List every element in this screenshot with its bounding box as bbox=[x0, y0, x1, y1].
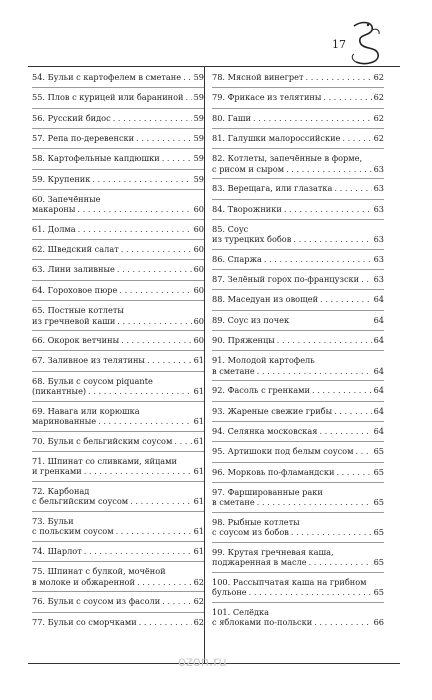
dot-leader bbox=[249, 587, 372, 598]
toc-entry bbox=[212, 183, 384, 194]
dot-leader bbox=[336, 467, 371, 478]
dot-leader bbox=[77, 204, 191, 215]
toc-entry-title: 62. Шведский салат bbox=[32, 244, 119, 255]
toc-entry-title: 70. Бульи с бельгийским соусом bbox=[32, 435, 173, 446]
toc-entry bbox=[212, 446, 384, 457]
toc-entry-title: 100. Рассыпчатая каша на грибном bbox=[212, 576, 367, 587]
entry-separator bbox=[32, 511, 204, 512]
toc-entry-title: с польским соусом bbox=[32, 526, 114, 537]
dot-leader bbox=[162, 153, 192, 164]
toc-entry bbox=[32, 546, 204, 557]
toc-entry-title: 63. Лини заливные bbox=[32, 264, 115, 275]
dot-leader bbox=[264, 254, 372, 265]
toc-entry-title: в молоке и обжаренной bbox=[32, 576, 135, 587]
column-divider bbox=[204, 66, 205, 664]
dot-leader bbox=[92, 174, 191, 185]
toc-entry-title: 80. Гаши bbox=[212, 112, 251, 123]
toc-page-number: 62 bbox=[193, 596, 204, 607]
toc-entry-title: 58. Картофельные капдюшки bbox=[32, 153, 160, 164]
toc-entry bbox=[32, 264, 204, 275]
toc-page-number: 59 bbox=[193, 132, 204, 143]
toc-page-number: 60 bbox=[193, 244, 204, 255]
dot-leader bbox=[117, 264, 192, 275]
toc-page-number: 64 bbox=[373, 405, 384, 416]
toc-entry bbox=[32, 72, 204, 83]
toc-entry bbox=[212, 517, 384, 538]
toc-entry-title: 83. Верещага, или глазатка bbox=[212, 183, 333, 194]
entry-separator bbox=[212, 572, 384, 573]
dot-leader bbox=[284, 204, 372, 215]
toc-page-number: 60 bbox=[193, 223, 204, 234]
entry-separator bbox=[32, 561, 204, 562]
toc-page-number: 61 bbox=[193, 386, 204, 397]
dot-leader bbox=[257, 366, 372, 377]
entry-separator bbox=[32, 612, 204, 613]
toc-entry-title: с яблоками по-польски bbox=[212, 617, 313, 628]
dot-leader bbox=[136, 133, 191, 144]
dot-leader bbox=[277, 335, 372, 346]
entry-separator bbox=[212, 289, 384, 290]
toc-page-number: 62 bbox=[193, 576, 204, 587]
toc-page-number: 62 bbox=[373, 112, 384, 123]
entry-separator bbox=[32, 219, 204, 220]
entry-separator bbox=[212, 482, 384, 483]
entry-separator bbox=[212, 401, 384, 402]
toc-entry bbox=[32, 113, 204, 124]
toc-entry-title: с соусом из бобов bbox=[212, 527, 289, 538]
entry-separator bbox=[32, 300, 204, 301]
toc-page-number: 66 bbox=[373, 617, 384, 628]
toc-entry bbox=[212, 406, 384, 417]
dot-leader bbox=[309, 557, 372, 568]
entry-separator bbox=[32, 189, 204, 190]
toc-entry bbox=[32, 376, 204, 397]
toc-page-number: 62 bbox=[373, 92, 384, 103]
toc-page-number: 60 bbox=[193, 335, 204, 345]
dot-leader bbox=[291, 527, 372, 538]
entry-separator bbox=[212, 87, 384, 88]
toc-entry-title: 55. Плов с курицей или бараниной bbox=[32, 92, 184, 103]
entry-separator bbox=[32, 401, 204, 402]
toc-page-number: 59 bbox=[193, 153, 204, 164]
entry-separator bbox=[32, 451, 204, 452]
toc-entry-title: 64. Гороховое пюре bbox=[32, 284, 118, 295]
toc-page-number: 59 bbox=[193, 92, 204, 103]
toc-entry-title: 65. Постные котлеты bbox=[32, 305, 124, 315]
dot-leader bbox=[319, 426, 371, 437]
toc-entry-title: 56. Русский бидос bbox=[32, 112, 111, 123]
toc-entry-title: 68. Бульи с соусом piquante bbox=[32, 375, 153, 386]
toc-entry bbox=[32, 596, 204, 607]
toc-page-number: 59 bbox=[193, 173, 204, 184]
toc-page-number: 65 bbox=[373, 446, 384, 457]
toc-page-number: 63 bbox=[373, 253, 384, 264]
toc-entry-title: в сметане bbox=[212, 365, 255, 376]
toc-entry-title: 94. Селянка московская bbox=[212, 425, 318, 436]
toc-entry-title: 92. Фасоль с гренками bbox=[212, 385, 310, 396]
toc-entry bbox=[212, 274, 384, 285]
toc-entry bbox=[32, 617, 204, 628]
toc-entry bbox=[32, 285, 204, 296]
dot-leader bbox=[174, 436, 191, 447]
toc-entry-title: маринованные bbox=[32, 416, 97, 427]
dot-leader bbox=[116, 526, 192, 537]
toc-entry bbox=[32, 486, 204, 507]
toc-page-number: 64 bbox=[373, 385, 384, 396]
entry-separator bbox=[212, 108, 384, 109]
dot-leader bbox=[186, 92, 192, 103]
toc-entry-title: 78. Мясной винегрет bbox=[212, 72, 304, 82]
entry-separator bbox=[32, 239, 204, 240]
entry-separator bbox=[212, 441, 384, 442]
toc-entry bbox=[212, 547, 384, 568]
toc-page-number: 61 bbox=[193, 355, 204, 366]
toc-page-number: 64 bbox=[373, 365, 384, 376]
dot-leader bbox=[113, 113, 192, 124]
dot-leader bbox=[121, 244, 192, 255]
toc-entry-title: 91. Молодой картофель bbox=[212, 355, 315, 366]
toc-entry bbox=[32, 174, 204, 185]
dot-leader bbox=[293, 234, 371, 245]
dot-leader bbox=[88, 386, 191, 397]
dot-leader bbox=[119, 285, 191, 296]
dot-leader bbox=[121, 335, 191, 346]
toc-page-number: 60 bbox=[193, 264, 204, 275]
toc-entry bbox=[212, 315, 384, 326]
entry-separator bbox=[32, 591, 204, 592]
toc-page-number: 61 bbox=[193, 435, 204, 446]
dot-leader bbox=[286, 164, 372, 175]
toc-entry bbox=[212, 607, 384, 628]
dot-leader bbox=[162, 596, 191, 607]
toc-page-number: 65 bbox=[373, 466, 384, 477]
toc-entry bbox=[32, 305, 204, 326]
entry-separator bbox=[212, 178, 384, 179]
toc-entry bbox=[212, 294, 384, 305]
toc-entry-title: и гренками bbox=[32, 466, 82, 477]
toc-page-number: 63 bbox=[373, 203, 384, 214]
toc-entry-title: 87. Зелёный горох по-французски bbox=[212, 274, 360, 285]
toc-page-number: 63 bbox=[373, 234, 384, 245]
entry-separator bbox=[32, 481, 204, 482]
dot-leader bbox=[342, 133, 371, 144]
toc-entry bbox=[32, 133, 204, 144]
entry-separator bbox=[32, 371, 204, 372]
toc-entry-title: 74. Шарлот bbox=[32, 545, 82, 556]
dot-leader bbox=[130, 496, 191, 507]
entry-separator bbox=[212, 128, 384, 129]
toc-page-number: 60 bbox=[193, 204, 204, 215]
toc-entry-title: с рисом и сыром bbox=[212, 163, 285, 174]
entry-separator bbox=[212, 462, 384, 463]
dot-leader bbox=[84, 466, 192, 477]
entry-separator bbox=[212, 602, 384, 603]
toc-entry bbox=[32, 355, 204, 366]
toc-page-number: 61 bbox=[193, 416, 204, 427]
toc-entry-title: 89. Соус из почек bbox=[212, 314, 290, 325]
toc-entry bbox=[32, 335, 204, 346]
toc-entry bbox=[212, 254, 384, 265]
toc-page-number: 64 bbox=[373, 425, 384, 436]
dot-leader bbox=[139, 617, 192, 628]
toc-page-number: 65 bbox=[373, 497, 384, 508]
toc-entry-title: (пикантные) bbox=[32, 386, 87, 397]
toc-page-number: 63 bbox=[373, 183, 384, 194]
entry-separator bbox=[32, 87, 204, 88]
dot-leader bbox=[253, 113, 372, 124]
dot-leader bbox=[78, 224, 192, 235]
toc-entry-title: 96. Морковь по-фламандски bbox=[212, 466, 335, 477]
toc-entry-title: 67. Заливное из телятины bbox=[32, 355, 145, 366]
entry-separator bbox=[32, 259, 204, 260]
toc-entry bbox=[212, 577, 384, 598]
toc-entry-title: 99. Крутая гречневая каша, bbox=[212, 546, 334, 557]
entry-separator bbox=[32, 280, 204, 281]
entry-separator bbox=[32, 330, 204, 331]
toc-entry-title: 69. Навага или корюшка bbox=[32, 405, 140, 416]
toc-entry-title: 71. Шпинат со сливками, яйцами bbox=[32, 455, 177, 466]
toc-entry bbox=[32, 406, 204, 427]
toc-entry-title: 54. Бульи с картофелем в сметане bbox=[32, 72, 182, 82]
dot-leader bbox=[117, 316, 191, 327]
toc-entry-title: 76. Бульи с соусом из фасоли bbox=[32, 596, 161, 607]
toc-page-number: 63 bbox=[373, 163, 384, 174]
entry-separator bbox=[32, 128, 204, 129]
toc-page-number: 61 bbox=[193, 496, 204, 507]
toc-entry bbox=[32, 456, 204, 477]
toc-page-number: 64 bbox=[373, 335, 384, 345]
entry-separator bbox=[32, 169, 204, 170]
toc-page-number: 62 bbox=[193, 616, 204, 627]
top-rule bbox=[28, 66, 400, 67]
toc-page-number: 63 bbox=[373, 274, 384, 285]
toc-entry bbox=[32, 436, 204, 447]
toc-entry-title: 90. Пряженцы bbox=[212, 335, 275, 345]
toc-entry bbox=[212, 487, 384, 508]
toc-entry-title: с бельгийским соусом bbox=[32, 496, 129, 507]
entry-separator bbox=[212, 269, 384, 270]
toc-page-number: 62 bbox=[373, 72, 384, 82]
toc-entry-title: 85. Соус bbox=[212, 223, 249, 234]
toc-entry-title: макароны bbox=[32, 204, 76, 215]
entry-separator bbox=[212, 421, 384, 422]
toc-entry-title: из турецких бобов bbox=[212, 234, 292, 245]
toc-entry bbox=[212, 72, 384, 83]
toc-entry-title: из гречневой каши bbox=[32, 315, 116, 326]
toc-entry bbox=[212, 113, 384, 124]
toc-entry-title: 75. Шпинат с булкой, мочёной bbox=[32, 566, 166, 577]
entry-separator bbox=[212, 542, 384, 543]
toc-page-number: 64 bbox=[373, 314, 384, 325]
dot-leader bbox=[183, 72, 192, 83]
toc-entry-title: 95. Артишоки под белым соусом bbox=[212, 446, 354, 457]
toc-entry bbox=[212, 426, 384, 437]
toc-page-number: 65 bbox=[373, 557, 384, 568]
dot-leader bbox=[334, 183, 371, 194]
toc-entry-title: 61. Долма bbox=[32, 223, 76, 234]
toc-entry-title: бульоне bbox=[212, 587, 247, 598]
entry-separator bbox=[212, 350, 384, 351]
entry-separator bbox=[212, 219, 384, 220]
dot-leader bbox=[334, 406, 371, 417]
toc-entry bbox=[32, 153, 204, 164]
toc-page-number: 60 bbox=[193, 284, 204, 295]
toc-entry-title: 79. Фрикасе из телятины bbox=[212, 92, 322, 103]
dot-leader bbox=[84, 546, 192, 557]
toc-entry-title: 77. Бульи со сморчками bbox=[32, 616, 137, 627]
toc-entry bbox=[212, 385, 384, 396]
entry-separator bbox=[212, 148, 384, 149]
toc-entry-title: в сметане bbox=[212, 497, 255, 508]
toc-page-number: 65 bbox=[373, 527, 384, 538]
toc-entry bbox=[32, 516, 204, 537]
dot-leader bbox=[305, 72, 371, 83]
dot-leader bbox=[312, 385, 372, 396]
entry-separator bbox=[32, 148, 204, 149]
toc-entry bbox=[32, 224, 204, 235]
toc-page-number: 59 bbox=[193, 72, 204, 82]
dot-leader bbox=[137, 577, 192, 588]
dragon-ornament-icon bbox=[344, 18, 384, 68]
entry-separator bbox=[212, 512, 384, 513]
toc-page-number: 62 bbox=[373, 132, 384, 143]
toc-page-number: 59 bbox=[193, 112, 204, 123]
toc-entry-title: 88. Маседуан из овощей bbox=[212, 294, 319, 305]
toc-entry-title: 97. Фаршированные раки bbox=[212, 486, 323, 497]
toc-entry-title: 60. Запечённые bbox=[32, 193, 101, 204]
entry-separator bbox=[212, 249, 384, 250]
entry-separator bbox=[212, 310, 384, 311]
toc-page-number: 61 bbox=[193, 466, 204, 477]
toc-page-number: 61 bbox=[193, 545, 204, 556]
toc-entry-title: 86. Спаржа bbox=[212, 253, 262, 264]
toc-entry bbox=[32, 566, 204, 587]
toc-page-number: 61 bbox=[193, 526, 204, 537]
entry-separator bbox=[212, 380, 384, 381]
dot-leader bbox=[323, 92, 371, 103]
dot-leader bbox=[355, 446, 371, 457]
dot-leader bbox=[314, 617, 371, 628]
page-number: 17 bbox=[332, 38, 346, 51]
dot-leader bbox=[320, 294, 372, 305]
entry-separator bbox=[32, 108, 204, 109]
entry-separator bbox=[32, 431, 204, 432]
watermark: ozon.ru bbox=[178, 655, 227, 670]
toc-entry-title: 82. Котлеты, запечённые в форме, bbox=[212, 153, 363, 164]
dot-leader bbox=[257, 497, 372, 508]
entry-separator bbox=[32, 350, 204, 351]
toc-page-number: 60 bbox=[193, 315, 204, 326]
toc-entry-title: 72. Карбонад bbox=[32, 485, 90, 496]
toc-entry bbox=[212, 92, 384, 103]
toc-entry bbox=[212, 133, 384, 144]
toc-entry-title: 73. Бульи bbox=[32, 515, 74, 526]
toc-page-number: 65 bbox=[373, 587, 384, 598]
dot-leader bbox=[147, 355, 192, 366]
entry-separator bbox=[32, 541, 204, 542]
toc-entry-title: 98. Рыбные котлеты bbox=[212, 516, 300, 527]
toc-entry-title: 101. Селёдка bbox=[212, 606, 270, 617]
toc-entry bbox=[212, 467, 384, 478]
entry-separator bbox=[212, 330, 384, 331]
toc-entry-title: 57. Репа по-деревенски bbox=[32, 132, 135, 143]
dot-leader bbox=[361, 274, 371, 285]
toc-entry bbox=[32, 244, 204, 255]
toc-page-number: 64 bbox=[373, 294, 384, 305]
toc-entry-title: 84. Творожники bbox=[212, 203, 282, 214]
toc-entry bbox=[32, 92, 204, 103]
toc-entry bbox=[212, 355, 384, 376]
toc-entry-title: 81. Галушки малороссийские bbox=[212, 132, 341, 143]
toc-entry bbox=[212, 224, 384, 245]
toc-entry-title: 93. Жареные свежие грибы bbox=[212, 405, 333, 416]
dot-leader bbox=[98, 416, 191, 427]
toc-entry-title: поджаренная в масле bbox=[212, 557, 307, 568]
toc-entry-title: 59. Крупеник bbox=[32, 173, 91, 184]
entry-separator bbox=[212, 199, 384, 200]
toc-entry bbox=[32, 194, 204, 215]
toc-entry-title: 66. Окорок ветчины bbox=[32, 335, 120, 345]
toc-entry bbox=[212, 153, 384, 174]
toc-entry bbox=[212, 335, 384, 346]
toc-entry bbox=[212, 204, 384, 215]
